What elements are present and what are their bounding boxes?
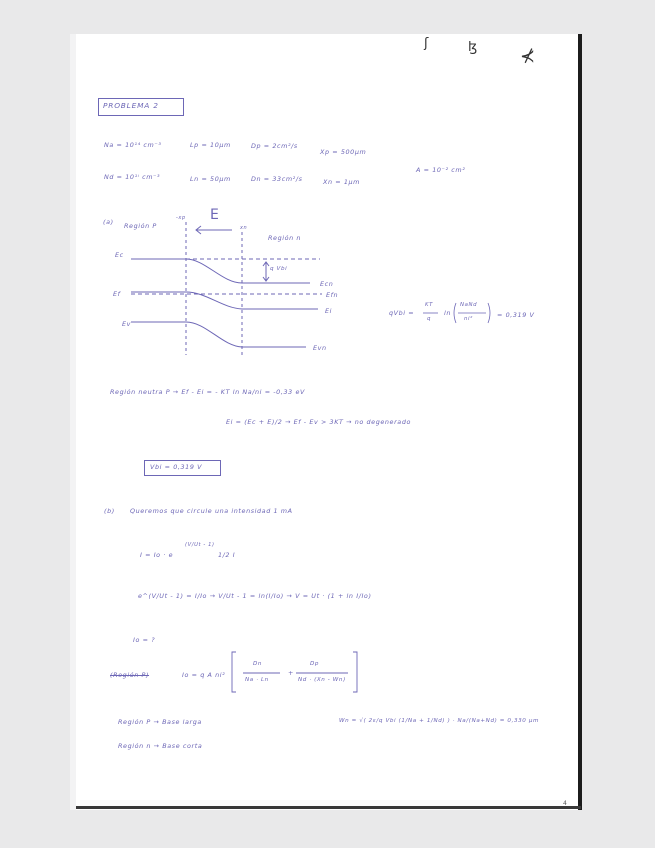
band-ec-p: Ec [115,251,124,259]
data-nd: Nd = 10¹ⁱ cm⁻³ [104,173,161,181]
xp-tick-label: -xp [176,215,186,221]
neutral-p-line: Región neutra P → Ef - Ei = - KT ln Na/ni = -0,33 eV [110,388,305,396]
io-term2-num: Dp [310,661,320,667]
vbi-kt-num: KT [425,302,434,308]
eq1-exponent: (V/Ut - 1) [185,542,215,548]
io-term1-den: Na · Ln [245,677,269,683]
vbi-frac-num: NaNd [460,302,478,308]
corner-mark-1: ʃ [424,36,429,51]
vbi-lhs: qVbi = [389,309,415,317]
eq1-lhs: I = Io · e [140,551,174,559]
io-lhs: Io = q A ni² [182,671,226,679]
corner-mark-3: ⊀ [520,46,536,67]
io-term1-num: Dn [253,661,263,667]
page-title: PROBLEMA 2 [103,101,159,110]
data-dn: Dn = 33cm²/s [251,175,303,183]
io-plus: + [288,669,294,677]
band-ef-n: Efn [326,291,339,299]
vbi-result: = 0,319 V [497,311,535,319]
data-lp: Lp = 10µm [190,141,231,149]
data-ln: Ln = 50µm [190,175,231,183]
region-n-label: Región n [268,234,302,242]
result-vbi: Vbi = 0,319 V [150,463,203,471]
band-ev-n: Evn [313,344,327,352]
vbi-frac-den: ni² [464,316,473,322]
wn-formula: Wn = √( 2ε/q Vbi (1/Na + 1/Nd) ) · Na/(Na+Nd) = 0,330 µm [339,718,540,724]
region-p-label: Región P [124,222,157,230]
data-area: A = 10⁻² cm² [416,166,466,174]
data-xp: Xp = 500µm [320,148,367,156]
xn-tick-label: xn [240,225,248,231]
part-b-statement: Queremos que circule una intensidad 1 mA [130,507,293,515]
field-label: E [210,207,220,223]
band-ev-p: Ev [122,320,132,328]
vbi-kt-den: q [427,316,432,322]
io-term2-den: Nd · (Xn - Wn) [298,677,346,683]
band-ei-n: Ei [325,307,333,315]
data-dp: Dp = 2cm²/s [251,142,298,150]
corner-mark-2: ɮ [468,40,478,55]
part-b-label: (b) [104,507,115,515]
vbi-ln: ln [444,309,452,317]
eq2: e^(V/Ut - 1) = I/Io → V/Ut - 1 = ln(I/Io) → V = Ut · (1 + ln I/Io) [138,592,372,600]
ei-line: Ei = (Ec + E)/2 → Ef - Ev > 3KT → no degenerado [226,418,411,426]
data-xn: Xn = 1µm [323,178,361,186]
band-ef-p: Ef [113,290,121,298]
part-a-label: (a) [103,218,114,226]
band-ec-n: Ecn [320,280,334,288]
eq1-rhs: 1/2 I [218,551,236,559]
base-p: Región P → Base larga [118,718,202,726]
io-question: Io = ? [133,636,156,644]
qvbi-label: q Vbi [270,266,288,272]
region-p-struck: (Región P) [110,671,150,679]
base-n: Región n → Base corta [118,742,203,750]
page-number: 4 [563,800,568,807]
data-na: Na = 10¹⁴ cm⁻³ [104,141,162,149]
